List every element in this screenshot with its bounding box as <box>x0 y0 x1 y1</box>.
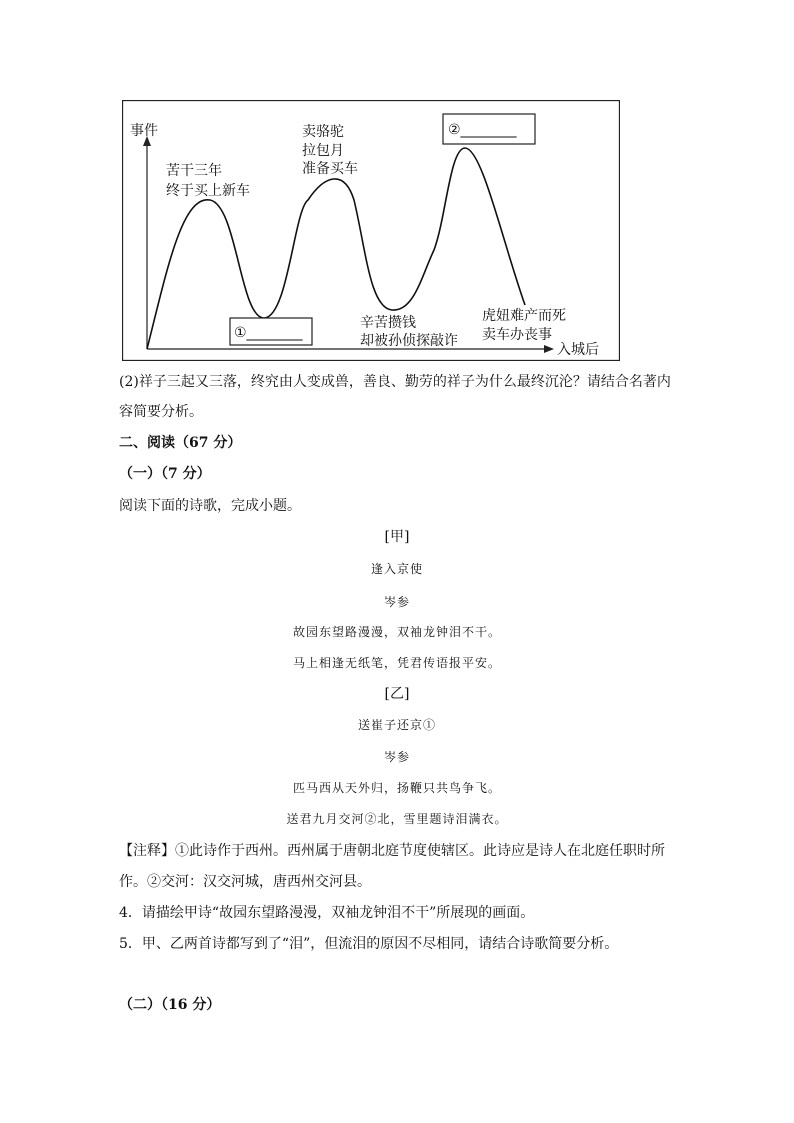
poem-a-line2: 马上相逢无纸笔，凭君传语报平安。 <box>292 656 501 670</box>
section-2-title: 二、阅读（67 分） <box>119 435 242 451</box>
poem-b-line1: 匹马西从天外归，扬鞭只共鸟争飞。 <box>292 781 501 795</box>
annotation-peak-2-line2: 拉包月 <box>302 143 344 159</box>
reading-instruction: 阅读下面的诗歌，完成小题。 <box>119 498 301 514</box>
question-5: 5．甲、乙两首诗都写到了“泪”，但流泪的原因不尽相同，请结合诗歌简要分析。 <box>119 936 619 952</box>
annotation-peak-2-line1: 卖骆驼 <box>302 124 344 140</box>
annotation-valley-2-line2: 却被孙侦探敲诈 <box>360 333 458 349</box>
poem-b-author: 岑参 <box>383 750 410 764</box>
annotation-peak-2 <box>302 123 358 177</box>
part-1-title: （一）（7 分） <box>119 466 211 482</box>
question-4: 4．请描绘甲诗“故园东望路漫漫，双袖龙钟泪不干”所展现的画面。 <box>119 905 535 921</box>
poem-b-title: 送崔子还京① <box>357 718 436 732</box>
x-axis-label: 入城后 <box>557 342 599 358</box>
x-axis-arrow <box>544 345 554 353</box>
fortune-curve-svg <box>122 100 620 361</box>
annotation-peak-1-line2: 终于买上新车 <box>166 183 250 199</box>
poem-a-marker: [甲] <box>384 529 410 545</box>
poem-a-title: 逢入京使 <box>370 562 423 576</box>
fortune-curve-figure <box>122 100 620 361</box>
notes-line1: 【注释】①此诗作于西州。西州属于唐朝北庭节度使辖区。此诗应是诗人在北庭任职时所 <box>119 843 665 859</box>
annotation-peak-2-line3: 准备买车 <box>302 161 358 177</box>
poem-a-line1: 故园东望路漫漫，双袖龙钟泪不干。 <box>292 625 501 639</box>
question-2-line2: 容简要分析。 <box>119 404 203 420</box>
annotation-valley-2-line1: 辛苦攒钱 <box>360 315 416 331</box>
annotation-end-line1: 虎妞难产而死 <box>482 308 566 324</box>
question-2-line1: (2)祥子三起又三落，终究由人变成兽，善良、勤劳的祥子为什么最终沉沦？请结合名著内 <box>119 374 671 390</box>
poem-a-author: 岑参 <box>383 595 410 609</box>
notes-line2: 作。②交河：汉交河城，唐西州交河县。 <box>119 874 371 890</box>
blank-box-2-text: ②________ <box>448 122 517 138</box>
annotation-end-line2: 卖车办丧事 <box>482 327 552 343</box>
annotation-peak-1-line1: 苦干三年 <box>166 163 222 179</box>
y-axis-label: 事件 <box>130 123 158 139</box>
annotation-peak-1 <box>166 162 250 199</box>
annotation-end <box>482 307 570 343</box>
blank-box-1-text: ①________ <box>234 325 303 341</box>
annotation-valley-2 <box>360 314 458 349</box>
poem-b-line2: 送君九月交河②北，雪里题诗泪满衣。 <box>286 812 508 826</box>
part-2-title: （二）（16 分） <box>119 997 221 1013</box>
poem-b-marker: [乙] <box>384 686 410 702</box>
